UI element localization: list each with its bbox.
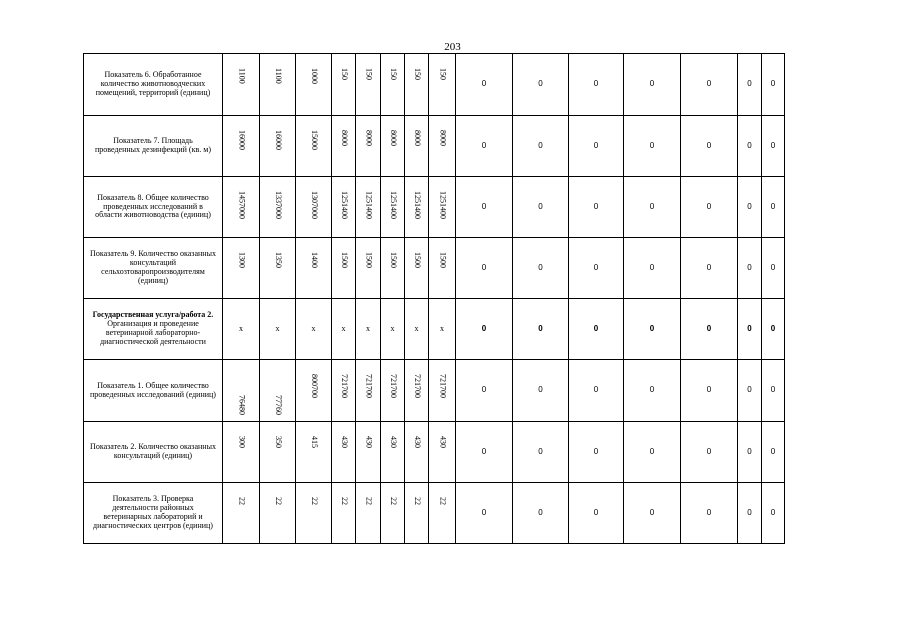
value-cell — [223, 483, 260, 544]
value-text: 1100 — [237, 68, 247, 84]
value-cell — [356, 177, 381, 238]
value-text: 721700 — [339, 374, 349, 398]
value-text: 22 — [438, 497, 448, 505]
value-text: 22 — [237, 497, 247, 505]
value-cell — [223, 54, 260, 116]
value-text: 430 — [388, 436, 398, 448]
value-cell — [223, 422, 260, 483]
value-text: 15000 — [309, 130, 319, 150]
table-row — [84, 360, 810, 422]
value-cell — [260, 483, 296, 544]
zero-cell: 0 — [624, 422, 681, 483]
value-text: 8000 — [388, 130, 398, 146]
table-row — [84, 116, 810, 177]
zero-cell: 0 — [762, 238, 785, 299]
zero-cell: 0 — [681, 360, 738, 422]
zero-cell: 0 — [513, 177, 569, 238]
zero-cell: 0 — [624, 483, 681, 544]
zero-cell: 0 — [569, 54, 624, 116]
value-text: 1500 — [412, 252, 422, 268]
indicator-text: Показатель 9. Количество оказанных консультаций сельхозтоваропроизводителям (единиц) — [90, 249, 216, 285]
zero-cell: 0 — [681, 177, 738, 238]
page-number: 203 — [444, 41, 461, 53]
value-text: 150 — [364, 68, 374, 80]
value-text: 22 — [388, 497, 398, 505]
value-cell — [332, 299, 356, 360]
value-cell — [381, 422, 405, 483]
value-cell — [356, 360, 381, 422]
value-cell — [381, 299, 405, 360]
value-text: 1251400 — [364, 191, 374, 219]
value-cell — [356, 483, 381, 544]
value-text: 721700 — [388, 374, 398, 398]
zero-cell: 0 — [762, 299, 785, 360]
value-cell — [356, 116, 381, 177]
value-text: 8000 — [438, 130, 448, 146]
zero-cell: 0 — [681, 483, 738, 544]
service-title: Государственная услуга/работа 2. — [92, 310, 214, 320]
value-cell — [405, 54, 429, 116]
zero-cell: 0 — [624, 360, 681, 422]
value-cell — [381, 238, 405, 299]
table-row — [84, 483, 810, 544]
value-text: 22 — [339, 497, 349, 505]
indicator-text: Показатель 6. Обработанное количество животноводческих помещений, территорий (единиц) — [95, 70, 211, 97]
value-cell — [332, 422, 356, 483]
indicator-label — [84, 422, 223, 483]
value-text: 1251400 — [388, 191, 398, 219]
value-cell — [260, 54, 296, 116]
zero-cell: 0 — [569, 483, 624, 544]
zero-cell: 0 — [456, 299, 513, 360]
indicator-text: Показатель 8. Общее количество проведенных исследований в области животноводства (единиц) — [95, 192, 211, 220]
value-cell — [381, 483, 405, 544]
value-cell — [296, 238, 332, 299]
value-text: 721700 — [364, 374, 374, 398]
value-text: 150 — [339, 68, 349, 80]
zero-cell: 0 — [513, 238, 569, 299]
value-cell — [260, 360, 296, 422]
value-text: 430 — [438, 436, 448, 448]
zero-cell: 0 — [738, 299, 762, 360]
value-text: x — [341, 323, 346, 333]
value-text: 150 — [388, 68, 398, 80]
value-text: 1500 — [438, 252, 448, 268]
zero-cell: 0 — [624, 116, 681, 177]
value-text: 8000 — [339, 130, 349, 146]
zero-cell: 0 — [762, 422, 785, 483]
value-cell — [332, 54, 356, 116]
value-cell — [405, 360, 429, 422]
value-cell — [429, 360, 456, 422]
value-text: 1500 — [388, 252, 398, 268]
value-text: 76480 — [237, 395, 247, 416]
value-text: 1251400 — [412, 191, 422, 219]
value-text: 430 — [364, 436, 374, 448]
value-text: 1251400 — [339, 191, 349, 219]
zero-cell: 0 — [738, 422, 762, 483]
zero-cell: 0 — [624, 54, 681, 116]
zero-cell: 0 — [513, 360, 569, 422]
table-row — [84, 422, 810, 483]
value-text: 8000 — [412, 130, 422, 146]
zero-cell: 0 — [762, 483, 785, 544]
value-text: 22 — [364, 497, 374, 505]
value-text: 1300 — [237, 252, 247, 268]
table-row — [84, 54, 810, 116]
value-cell — [429, 116, 456, 177]
value-cell — [223, 238, 260, 299]
value-text: 16000 — [237, 130, 247, 150]
value-cell — [381, 360, 405, 422]
value-cell — [332, 116, 356, 177]
value-text: 8000 — [364, 130, 374, 146]
value-text: 22 — [273, 497, 283, 505]
value-text: 800700 — [309, 374, 319, 398]
zero-cell: 0 — [624, 238, 681, 299]
indicator-label — [84, 299, 223, 360]
value-text: x — [440, 323, 444, 333]
zero-cell: 0 — [681, 116, 738, 177]
value-text: 22 — [412, 497, 422, 505]
zero-cell: 0 — [762, 116, 785, 177]
value-text: 300 — [237, 436, 247, 448]
value-text: 150 — [438, 68, 448, 80]
indicators-table — [83, 53, 810, 544]
value-text: 1307000 — [309, 191, 319, 219]
value-cell — [223, 177, 260, 238]
indicator-label — [84, 54, 223, 116]
value-cell — [260, 116, 296, 177]
value-cell — [356, 299, 381, 360]
zero-cell: 0 — [762, 54, 785, 116]
zero-cell: 0 — [738, 360, 762, 422]
value-cell — [332, 483, 356, 544]
indicator-text: Показатель 3. Проверка деятельности районных ветеринарных лабораторий и диагностических центров (единиц) — [93, 494, 213, 530]
zero-cell: 0 — [456, 177, 513, 238]
value-text: 150 — [412, 68, 422, 80]
value-text: 1100 — [273, 68, 283, 84]
zero-cell: 0 — [513, 483, 569, 544]
zero-cell: 0 — [738, 238, 762, 299]
value-cell — [405, 238, 429, 299]
value-text: 415 — [309, 436, 319, 448]
zero-cell: 0 — [681, 299, 738, 360]
value-cell — [296, 177, 332, 238]
value-cell — [260, 299, 296, 360]
zero-cell: 0 — [681, 238, 738, 299]
zero-cell: 0 — [513, 116, 569, 177]
value-text: 430 — [339, 436, 349, 448]
zero-cell: 0 — [569, 116, 624, 177]
indicator-label — [84, 116, 223, 177]
indicator-label — [84, 177, 223, 238]
value-text: 1337000 — [273, 191, 283, 219]
value-cell — [296, 54, 332, 116]
value-cell — [429, 299, 456, 360]
zero-cell: 0 — [513, 54, 569, 116]
value-text: 430 — [412, 436, 422, 448]
value-cell — [356, 238, 381, 299]
zero-cell: 0 — [762, 177, 785, 238]
value-cell — [296, 116, 332, 177]
value-text: x — [239, 323, 243, 333]
zero-cell: 0 — [681, 422, 738, 483]
indicator-text: Показатель 2. Количество оказанных консультаций (единиц) — [90, 442, 216, 460]
value-cell — [405, 483, 429, 544]
value-cell — [429, 422, 456, 483]
value-cell — [332, 238, 356, 299]
value-text: 1500 — [339, 252, 349, 268]
value-cell — [296, 483, 332, 544]
zero-cell: 0 — [456, 54, 513, 116]
value-cell — [296, 299, 332, 360]
zero-cell: 0 — [513, 422, 569, 483]
zero-cell: 0 — [569, 299, 624, 360]
value-text: 1457000 — [237, 191, 247, 219]
zero-cell: 0 — [681, 54, 738, 116]
zero-cell: 0 — [456, 116, 513, 177]
zero-cell: 0 — [738, 177, 762, 238]
value-cell — [405, 299, 429, 360]
value-text: x — [366, 323, 370, 333]
indicator-text: Показатель 1. Общее количество проведенных исследований (единиц) — [90, 380, 216, 399]
zero-cell: 0 — [762, 360, 785, 422]
value-text: x — [311, 323, 316, 333]
zero-cell: 0 — [569, 177, 624, 238]
value-cell — [223, 116, 260, 177]
zero-cell: 0 — [569, 360, 624, 422]
value-cell — [381, 177, 405, 238]
value-cell — [429, 177, 456, 238]
value-cell — [429, 238, 456, 299]
zero-cell: 0 — [456, 422, 513, 483]
value-cell — [223, 299, 260, 360]
value-cell — [296, 422, 332, 483]
value-text: 721700 — [412, 374, 422, 398]
zero-cell: 0 — [569, 422, 624, 483]
value-cell — [381, 116, 405, 177]
indicator-label — [84, 360, 223, 422]
value-text: x — [390, 323, 395, 333]
value-cell — [405, 177, 429, 238]
value-cell — [260, 177, 296, 238]
value-cell — [381, 54, 405, 116]
zero-cell: 0 — [738, 483, 762, 544]
value-text: x — [275, 323, 280, 333]
value-text: 1500 — [364, 252, 374, 268]
value-text: 350 — [273, 436, 283, 448]
value-text: 721700 — [438, 374, 448, 398]
value-text: 22 — [309, 497, 319, 505]
zero-cell: 0 — [456, 360, 513, 422]
zero-cell: 0 — [513, 299, 569, 360]
zero-cell: 0 — [456, 238, 513, 299]
indicator-label — [84, 238, 223, 299]
value-text: 1251400 — [438, 191, 448, 219]
zero-cell: 0 — [738, 54, 762, 116]
table-row — [84, 299, 810, 360]
zero-cell: 0 — [624, 299, 681, 360]
value-text: 77760 — [273, 395, 283, 416]
indicator-text: Показатель 7. Площадь проведенных дезинфекций (кв. м) — [95, 136, 211, 154]
value-cell — [296, 360, 332, 422]
value-cell — [429, 54, 456, 116]
value-cell — [260, 238, 296, 299]
zero-cell: 0 — [738, 116, 762, 177]
table-row — [84, 177, 810, 238]
value-cell — [405, 422, 429, 483]
indicator-text: Организация и проведение ветеринарной лабораторно-диагностической деятельности — [100, 319, 206, 346]
value-cell — [356, 422, 381, 483]
value-text: x — [414, 323, 419, 333]
indicator-label — [84, 483, 223, 544]
table-row — [84, 238, 810, 299]
value-text: 1350 — [273, 252, 283, 268]
value-cell — [332, 360, 356, 422]
value-text: 1000 — [309, 68, 319, 84]
value-cell — [260, 422, 296, 483]
value-text: 16000 — [273, 130, 283, 150]
value-cell — [405, 116, 429, 177]
value-cell — [332, 177, 356, 238]
zero-cell: 0 — [624, 177, 681, 238]
value-cell — [429, 483, 456, 544]
zero-cell: 0 — [456, 483, 513, 544]
value-cell — [356, 54, 381, 116]
value-cell — [223, 360, 260, 422]
zero-cell: 0 — [569, 238, 624, 299]
value-text: 1400 — [309, 252, 319, 268]
